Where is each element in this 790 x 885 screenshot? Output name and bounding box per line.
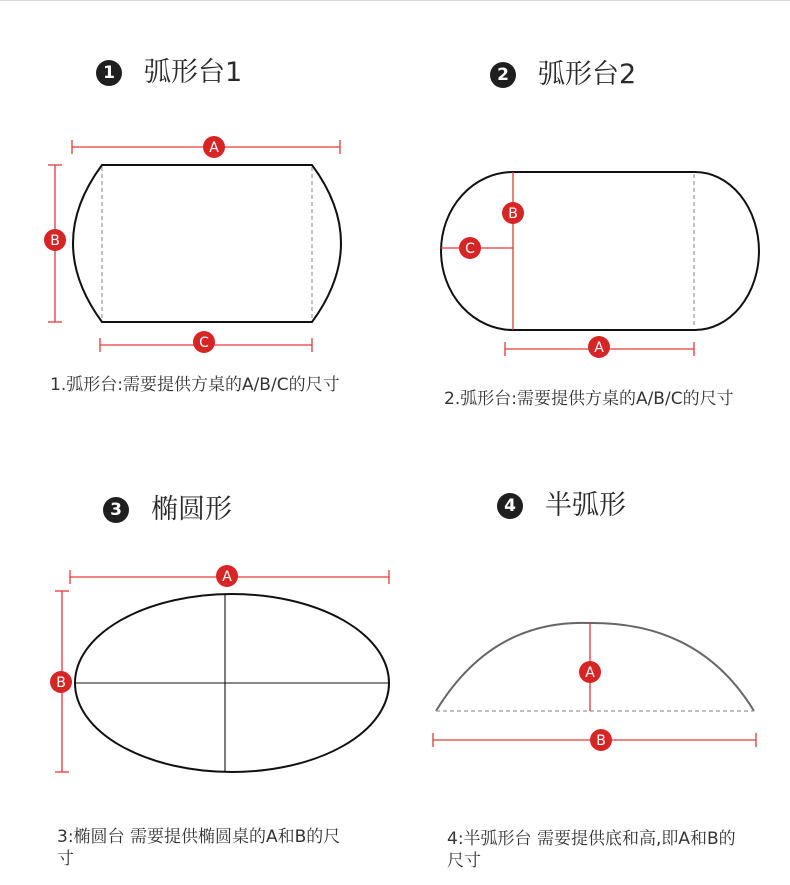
panel-1-description: 1.弧形台:需要提供方桌的A/B/C的尺寸 bbox=[50, 375, 340, 395]
svg-text:B: B bbox=[56, 675, 66, 691]
panel-1-label-b bbox=[44, 229, 66, 251]
panel-2-title-text: 弧形台2 bbox=[538, 59, 637, 90]
panel-2-table-outline bbox=[441, 172, 759, 330]
panel-1-diagram bbox=[44, 136, 341, 353]
svg-text:B: B bbox=[508, 206, 518, 222]
panel-3-label-b bbox=[50, 671, 72, 693]
panel-3-label-a bbox=[216, 565, 238, 587]
panel-1-title-text: 弧形台1 bbox=[144, 57, 243, 88]
panel-3-diagram bbox=[50, 565, 389, 772]
panel-3-title-text: 椭圆形 bbox=[151, 494, 232, 525]
svg-text:C: C bbox=[199, 335, 209, 351]
panel-1-label-a bbox=[203, 136, 225, 158]
panel-2-label-b bbox=[502, 202, 524, 224]
panel-2-label-a bbox=[588, 336, 610, 358]
panel-2-number-badge: 2 bbox=[490, 62, 516, 88]
svg-text:B: B bbox=[50, 233, 60, 249]
panel-2-description: 2.弧形台:需要提供方桌的A/B/C的尺寸 bbox=[444, 389, 734, 409]
panel-2-diagram bbox=[441, 172, 759, 358]
panel-3-description: 3:椭圆台 需要提供椭圆桌的A和B的尺寸 bbox=[57, 827, 341, 869]
panel-4-label-a bbox=[579, 661, 601, 683]
panel-4-label-b bbox=[590, 729, 612, 751]
svg-text:B: B bbox=[596, 733, 606, 749]
panel-4-title-text: 半弧形 bbox=[545, 490, 626, 521]
panel-4-number-badge: 4 bbox=[497, 493, 523, 519]
svg-text:A: A bbox=[209, 140, 219, 156]
panel-4-diagram bbox=[433, 623, 756, 751]
svg-text:A: A bbox=[222, 569, 232, 585]
svg-text:C: C bbox=[465, 241, 475, 257]
panel-3-number-badge: 3 bbox=[103, 497, 129, 523]
svg-text:A: A bbox=[594, 340, 604, 356]
panel-1-label-c bbox=[193, 331, 215, 353]
panel-2-label-c bbox=[459, 237, 481, 259]
panel-1-table-outline bbox=[73, 165, 341, 322]
svg-text:A: A bbox=[585, 665, 595, 681]
panel-4-description: 4:半弧形台 需要提供底和高,即A和B的尺寸 bbox=[447, 829, 736, 871]
panel-1-number-badge: 1 bbox=[96, 60, 122, 86]
